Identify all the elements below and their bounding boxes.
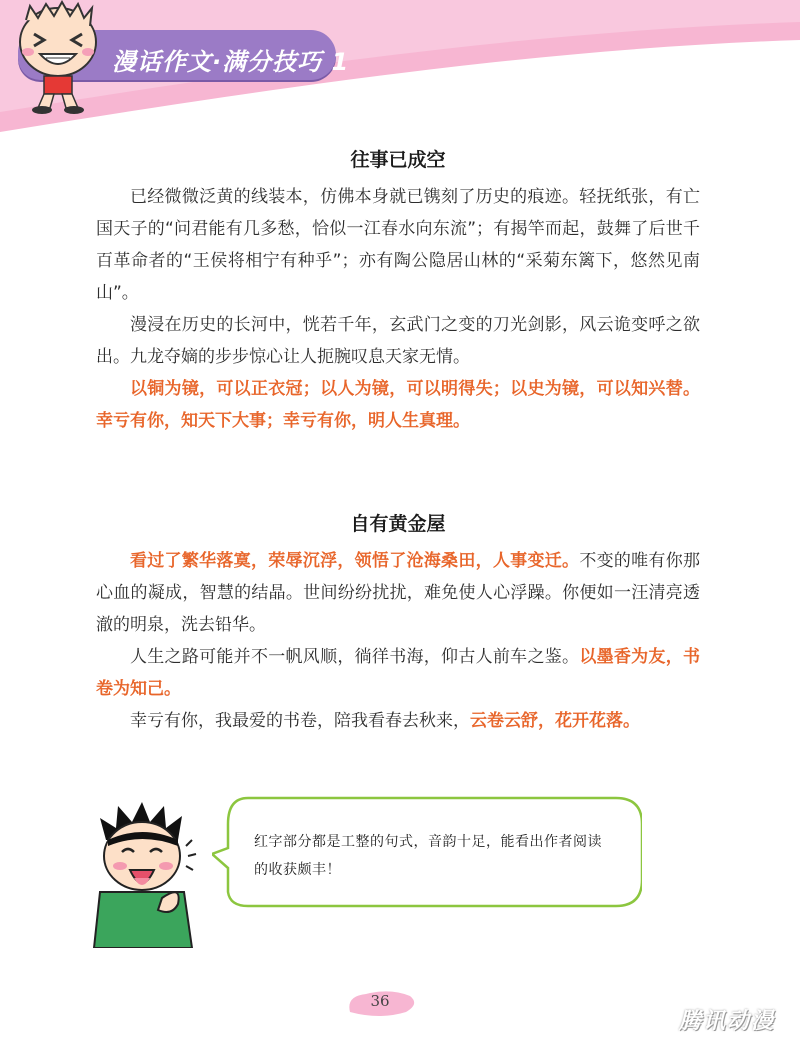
article-2-title: 自有黄金屋 xyxy=(350,513,446,535)
article-2-paragraph xyxy=(96,705,700,737)
mascot-kid-icon xyxy=(6,0,110,116)
article-1-paragraph xyxy=(96,181,700,309)
paragraph-text: 人生之路可能并不一帆风顺，徜徉书海，仰古人前车之鉴。 xyxy=(130,647,580,667)
article-1-paragraph xyxy=(96,309,700,373)
paragraph-text: 已经微微泛黄的线装本，仿佛本身就已镌刻了历史的痕迹。轻抚纸张，有亡国天子的“问君能有几多愁，恰似一江春水向东流”；有揭竿而起，鼓舞了后世千百革命者的“王侯将相宁有种乎”；亦有陶公隐居山林的“采菊东篱下，悠然见南山”。 xyxy=(96,187,700,303)
article-1-body xyxy=(96,181,700,437)
article-1 xyxy=(96,147,700,437)
article-2-body xyxy=(96,545,700,737)
highlighted-text: 看过了繁华落寞，荣辱沉浮，领悟了沧海桑田，人事变迁。 xyxy=(130,551,580,571)
speech-bubble xyxy=(212,792,642,912)
paragraph-text: 幸亏有你，我最爱的书卷，陪我看春去秋来， xyxy=(130,711,470,731)
article-2-paragraph xyxy=(96,545,700,641)
article-1-paragraph xyxy=(96,373,700,437)
watermark-logo: 腾讯动漫 xyxy=(678,1009,775,1034)
speech-bubble-text: 红字部分都是工整的句式，音韵十足，能看出作者阅读的收获颇丰！ xyxy=(254,834,602,878)
highlighted-text: 以墨香为友，书卷为知己。 xyxy=(96,647,700,699)
article-2-paragraph xyxy=(96,641,700,705)
paragraph-text: 不变的唯有你那心血的凝成，智慧的结晶。世间纷纷扰扰，难免使人心浮躁。你便如一汪清亮透澈的明泉，洗去铅华。 xyxy=(96,551,700,635)
page-number-badge xyxy=(340,986,420,1020)
page-number: 36 xyxy=(370,992,390,1010)
highlighted-text: 云卷云舒，花开花落。 xyxy=(470,711,640,731)
header-title: 漫话作文·满分技巧 1 xyxy=(112,48,350,76)
boy-character-icon xyxy=(92,800,202,948)
article-2 xyxy=(96,511,700,737)
highlighted-text: 以铜为镜，可以正衣冠；以人为镜，可以明得失；以史为镜，可以知兴替。幸亏有你，知天下大事；幸亏有你，明人生真理。 xyxy=(96,379,700,431)
article-1-title: 往事已成空 xyxy=(350,149,446,171)
paragraph-text: 漫浸在历史的长河中，恍若千年，玄武门之变的刀光剑影，风云诡变呼之欲出。九龙夺嫡的步步惊心让人扼腕叹息天家无情。 xyxy=(96,315,700,367)
